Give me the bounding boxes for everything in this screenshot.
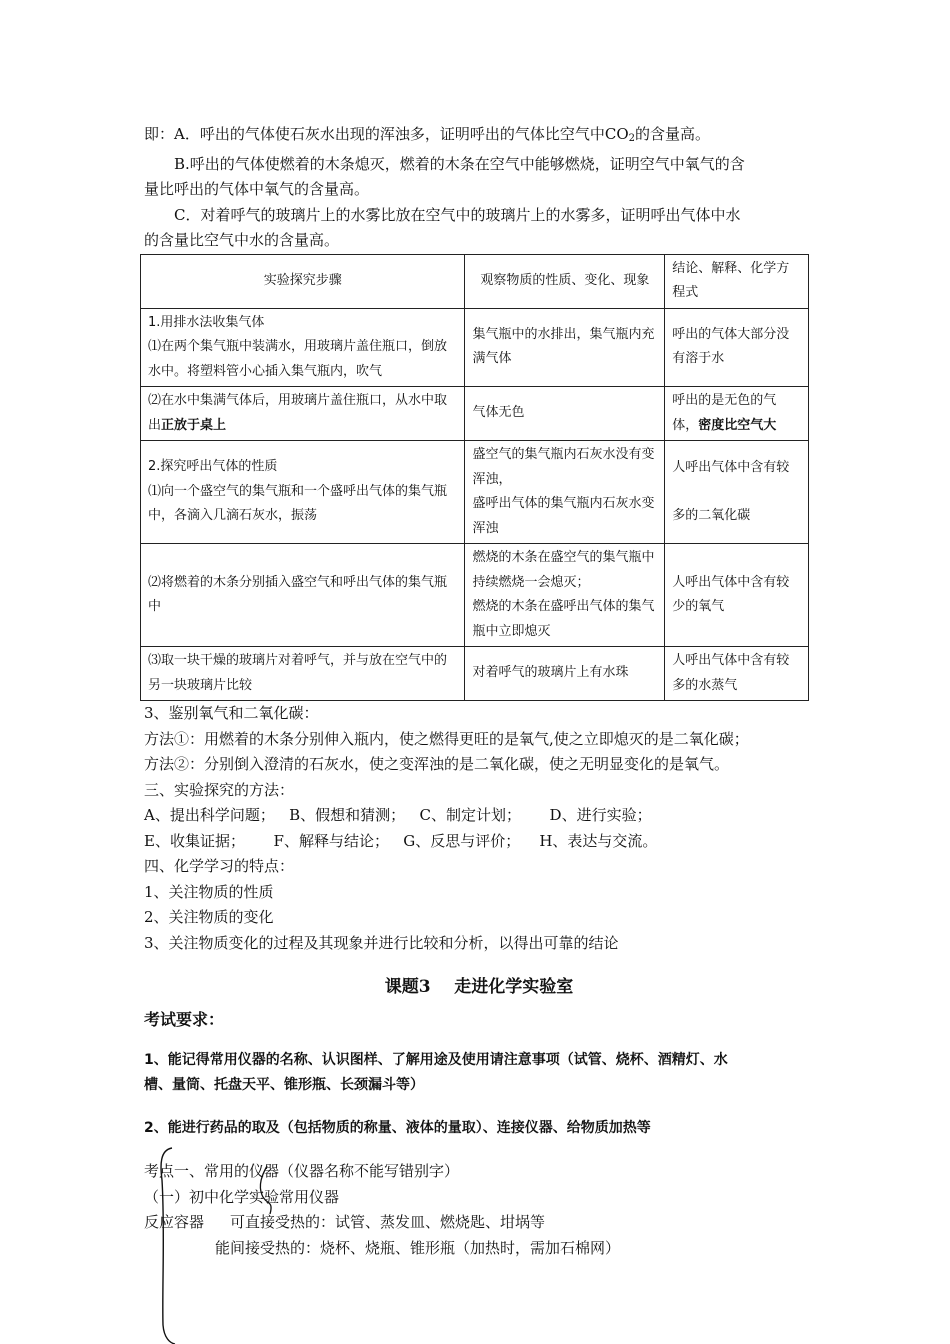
left-brace-line — [161, 1148, 175, 1344]
table-header: 观察物质的性质、变化、现象 — [465, 254, 665, 308]
lesson-title: 课题3 走进化学实验室 — [384, 977, 574, 997]
step-cell: 1.用排水法收集气体 ⑴在两个集气瓶中装满水，用玻璃片盖住瓶口，倒放水中。将塑料管小心插入集气瓶内，吹气 — [141, 308, 465, 387]
methods-heading: 三、实验探究的方法： — [144, 780, 295, 799]
intro-b-line2: 量比呼出的气体中氧气的含量高。 — [144, 180, 370, 198]
requirement-1-line2: 槽、量筒、托盘天平、锥形瓶、长颈漏斗等） — [144, 1077, 424, 1093]
feature-item: 2、关注物质的变化 — [144, 908, 274, 926]
methods-line2: E、收集证据； F、解释与结论； G、反思与评价； H、表达与交流。 — [144, 831, 658, 850]
indirect-heat-line: 能间接受热的：烧杯、烧瓶、锥形瓶（加热时，需加石棉网） — [215, 1238, 621, 1257]
conclusion-cell: 人呼出气体中含有较少的氧气 — [665, 544, 809, 647]
step-cell: ⑵将燃着的木条分别插入盛空气和呼出气体的集气瓶中 — [141, 544, 465, 647]
observe-cell: 对着呼气的玻璃片上有水珠 — [465, 647, 665, 701]
direct-heat-line: 可直接受热的：试管、蒸发皿、燃烧匙、坩埚等 — [230, 1213, 546, 1231]
identify-method2: 方法②：分别倒入澄清的石灰水，使之变浑浊的是二氧化碳，使之无明显变化的是氧气。 — [144, 755, 730, 773]
conclusion-cell: 呼出的是无色的气体，密度比空气大 — [665, 387, 809, 441]
features-heading: 四、化学学习的特点： — [144, 857, 295, 875]
step-cell: ⑵在水中集满气体后，用玻璃片盖住瓶口，从水中取出正放于桌上 — [141, 387, 465, 441]
subsection-1-heading: （一）初中化学实验常用仪器 — [144, 1187, 340, 1206]
intro-c-line2: 的含量比空气中水的含量高。 — [144, 231, 340, 249]
table-header: 结论、解释、化学方程式 — [665, 254, 809, 308]
methods-line1: A、提出科学问题； B、假想和猜测； C、制定计划； D、进行实验； — [144, 806, 652, 824]
observe-cell: 集气瓶中的水排出，集气瓶内充满气体 — [465, 308, 665, 387]
step-cell: 2.探究呼出气体的性质 ⑴向一个盛空气的集气瓶和一个盛呼出气体的集气瓶中，各滴入几滴石灰水，振荡 — [141, 441, 465, 544]
requirements-heading: 考试要求： — [144, 1010, 225, 1029]
table-header: 实验探究步骤 — [141, 254, 465, 308]
intro-c-line1: C．对着呼气的玻璃片上的水雾比放在空气中的玻璃片上的水雾多，证明呼出气体中水 — [174, 205, 741, 224]
intro-b-line1: B.呼出的气体使燃着的木条熄灭，燃着的木条在空气中能够燃烧，证明空气中氧气的含 — [174, 154, 745, 173]
step-cell: ⑶取一块干燥的玻璃片对着呼气，并与放在空气中的另一块玻璃片比较 — [141, 647, 465, 701]
intro-a: 即：A．呼出的气体使石灰水出现的浑浊多，证明呼出的气体比空气中$CO_2$的含量高。 — [144, 125, 711, 144]
identify-method1: 方法①：用燃着的木条分别伸入瓶内，使之燃得更旺的是氧气,使之立即熄灭的是二氧化碳； — [144, 729, 749, 748]
feature-item: 1、关注物质的性质 — [144, 882, 274, 901]
container-label: 反应容器 — [144, 1213, 205, 1231]
conclusion-cell: 人呼出气体中含有较多的水蒸气 — [665, 647, 809, 701]
observe-cell: 盛空气的集气瓶内石灰水没有变浑浊， 盛呼出气体的集气瓶内石灰水变浑浊 — [465, 441, 665, 544]
point-1-heading: 考点一、常用的仪器（仪器名称不能写错别字） — [144, 1162, 460, 1180]
sub-brace-line — [260, 1166, 271, 1214]
requirement-2: 2、能进行药品的取及（包括物质的称量、液体的量取）、连接仪器、给物质加热等 — [144, 1120, 651, 1136]
identify-heading: 3、鉴别氧气和二氧化碳： — [144, 704, 319, 722]
requirement-1-line1: 1、能记得常用仪器的名称、认识图样、了解用途及使用请注意事项（试管、烧杯、酒精灯、水 — [144, 1052, 728, 1068]
observe-cell: 气体无色 — [465, 387, 665, 441]
conclusion-cell: 人呼出气体中含有较 多的二氧化碳 — [665, 441, 809, 544]
observe-cell: 燃烧的木条在盛空气的集气瓶中持续燃烧一会熄灭； 燃烧的木条在盛呼出气体的集气瓶中立即熄灭 — [465, 544, 665, 647]
conclusion-cell: 呼出的气体大部分没有溶于水 — [665, 308, 809, 387]
feature-item: 3、关注物质变化的过程及其现象并进行比较和分析，以得出可靠的结论 — [144, 933, 619, 952]
